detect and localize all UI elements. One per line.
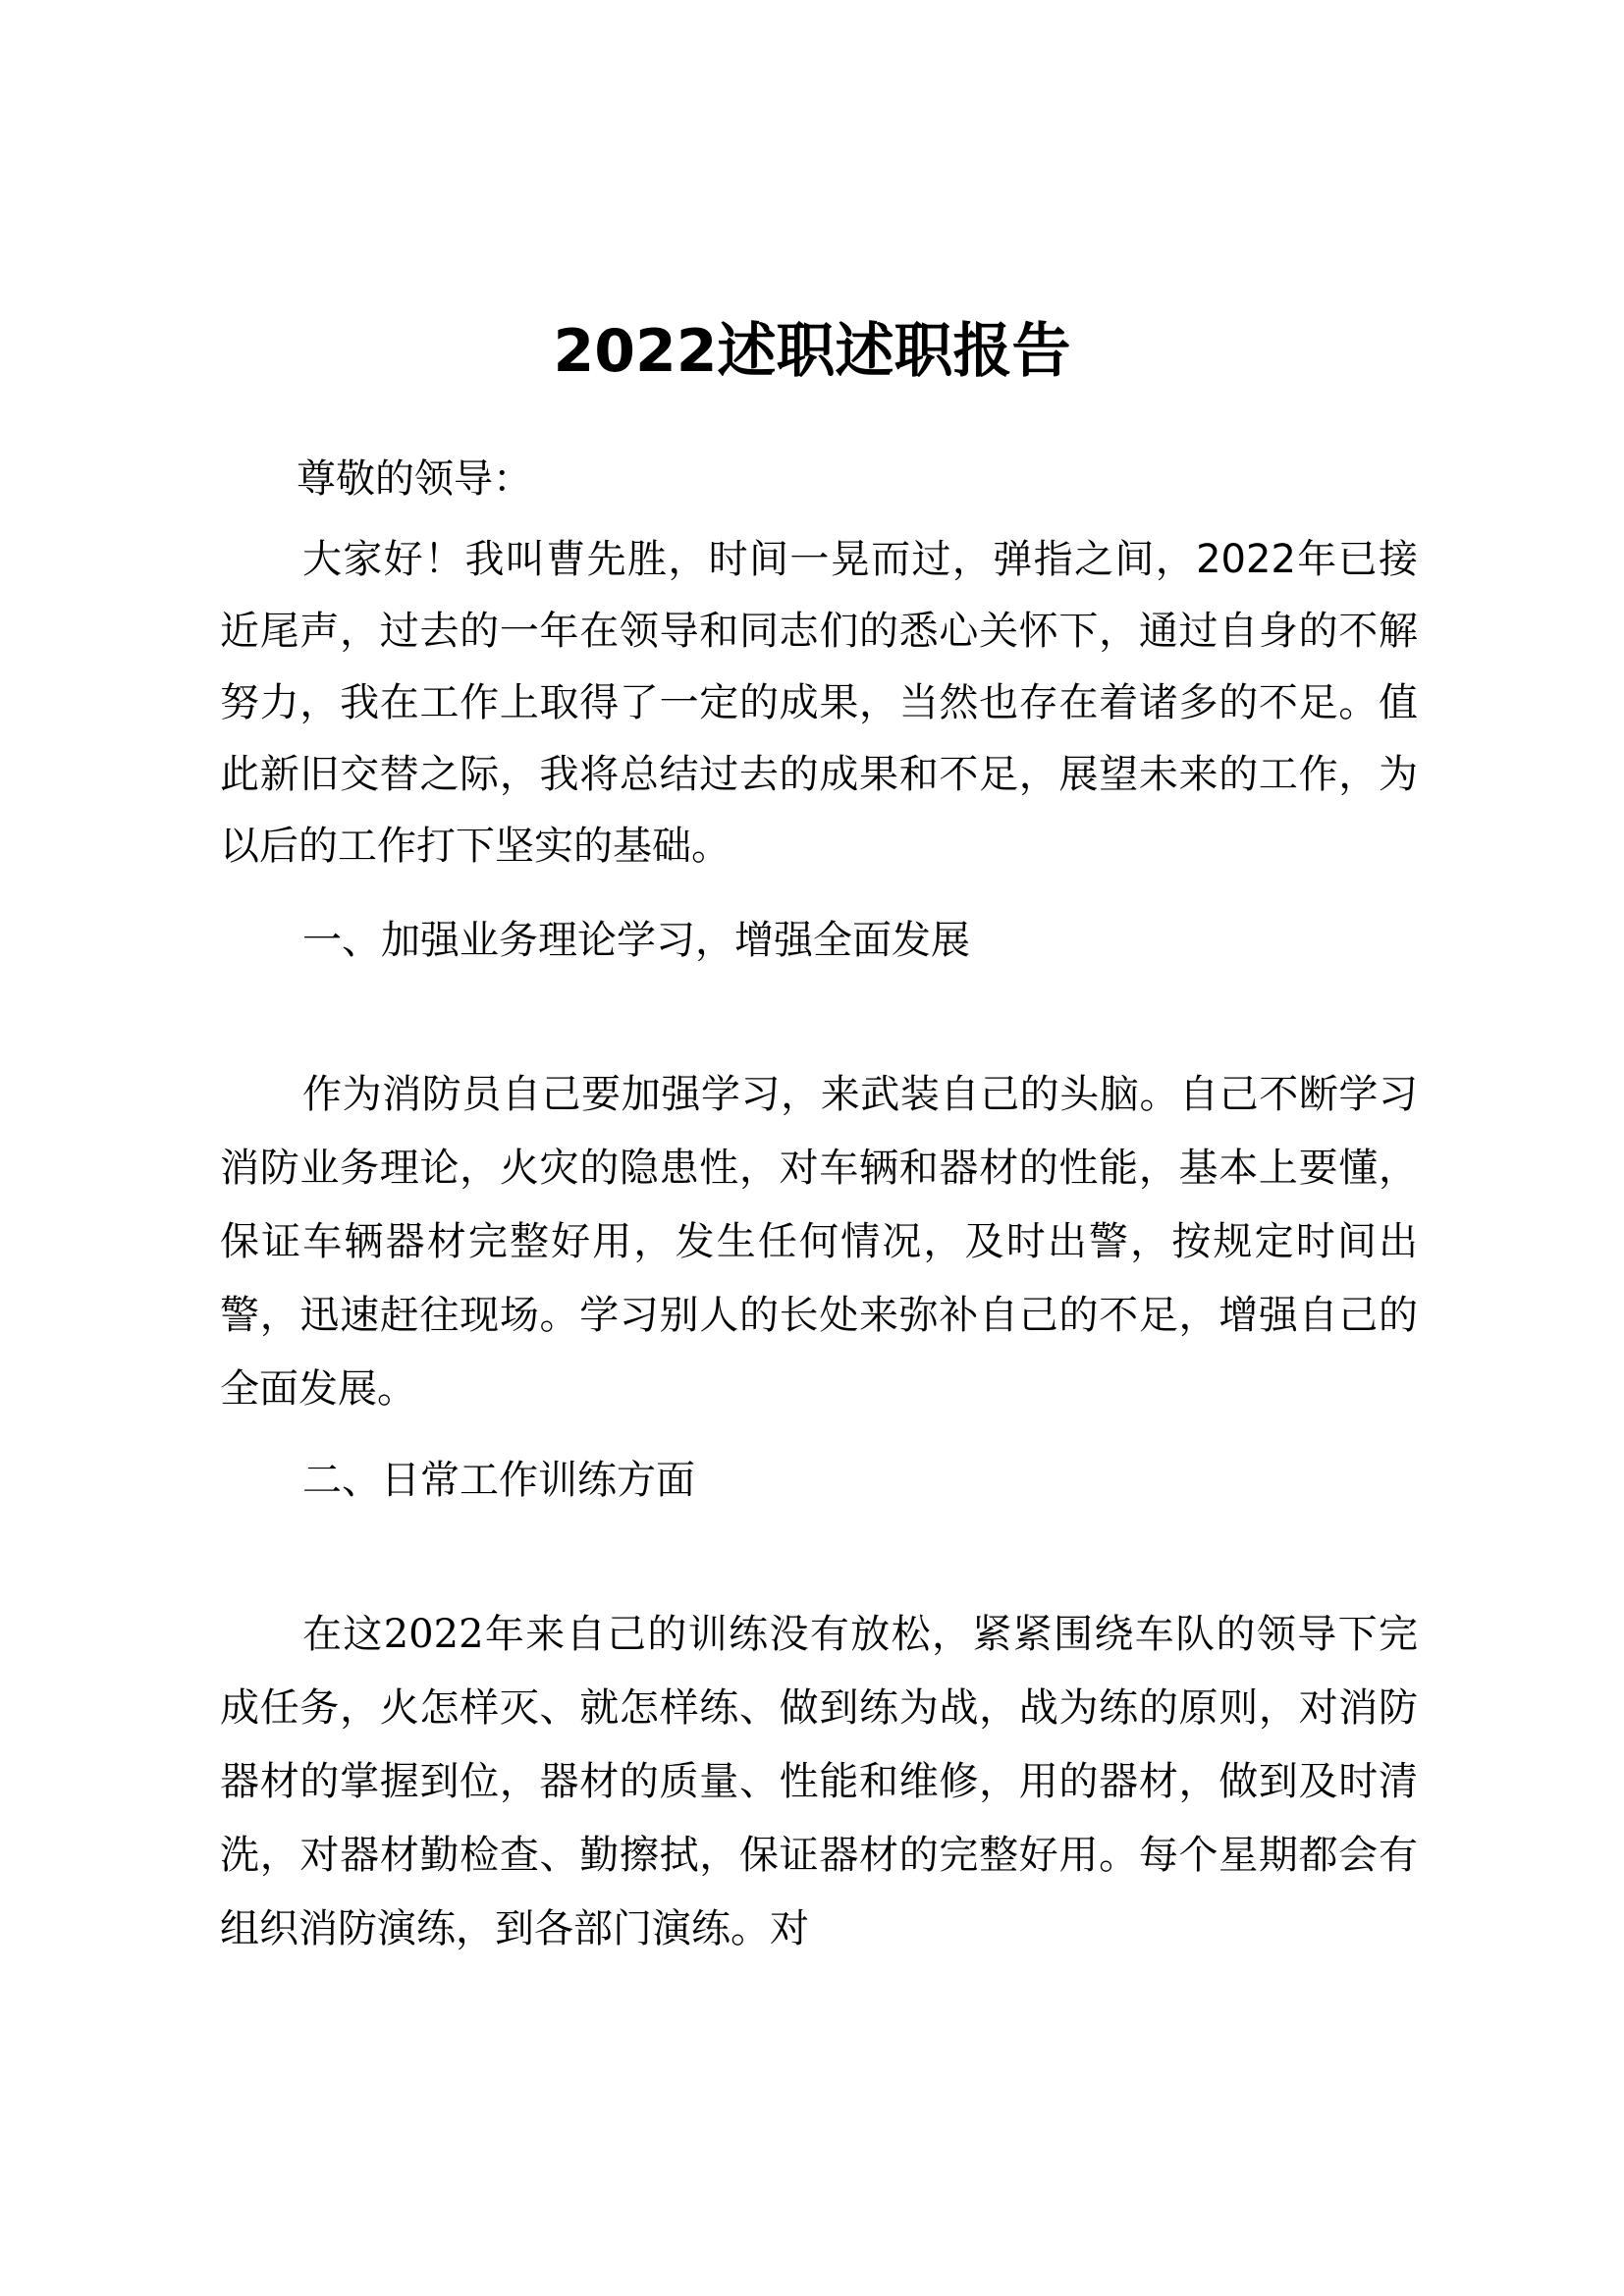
section-heading-1: 一、加强业务理论学习，增强全面发展 xyxy=(302,918,970,963)
intro-paragraph: 大家好！我叫曹先胜，时间一晃而过，弹指之间，2022年已接近尾声，过去的一年在领导和同志们的悉心关怀下，通过自身的不解努力，我在工作上取得了一定的成果，当然也存在着诸多的不足。值此新旧交替之际，我将总结过去的成果和不足，展望未来的工作，为以后的工作打下坚实的基础。 xyxy=(220,537,1418,869)
salutation: 尊敬的领导： xyxy=(297,456,532,502)
section-paragraph-1: 作为消防员自己要加强学习，来武装自己的头脑。自己不断学习消防业务理论，火灾的隐患性，对车辆和器材的性能，基本上要懂，保证车辆器材完整好用，发生任何情况，及时出警，按规定时间出警，迅速赶往现场。学习别人的长处来弥补自己的不足，增强自己的全面发展。 xyxy=(220,1072,1418,1412)
section-heading-2: 二、日常工作训练方面 xyxy=(302,1458,695,1503)
section-paragraph-2: 在这2022年来自己的训练没有放松，紧紧围绕车队的领导下完成任务，火怎样灭、就怎样练、做到练为战，战为练的原则，对消防器材的掌握到位，器材的质量、性能和维修，用的器材，做到及时清洗，对器材勤检查、勤擦拭，保证器材的完整好用。每个星期都会有组织消防演练，到各部门演练。对 xyxy=(220,1612,1418,1951)
document-title: 2022述职述职报告 xyxy=(553,317,1071,386)
